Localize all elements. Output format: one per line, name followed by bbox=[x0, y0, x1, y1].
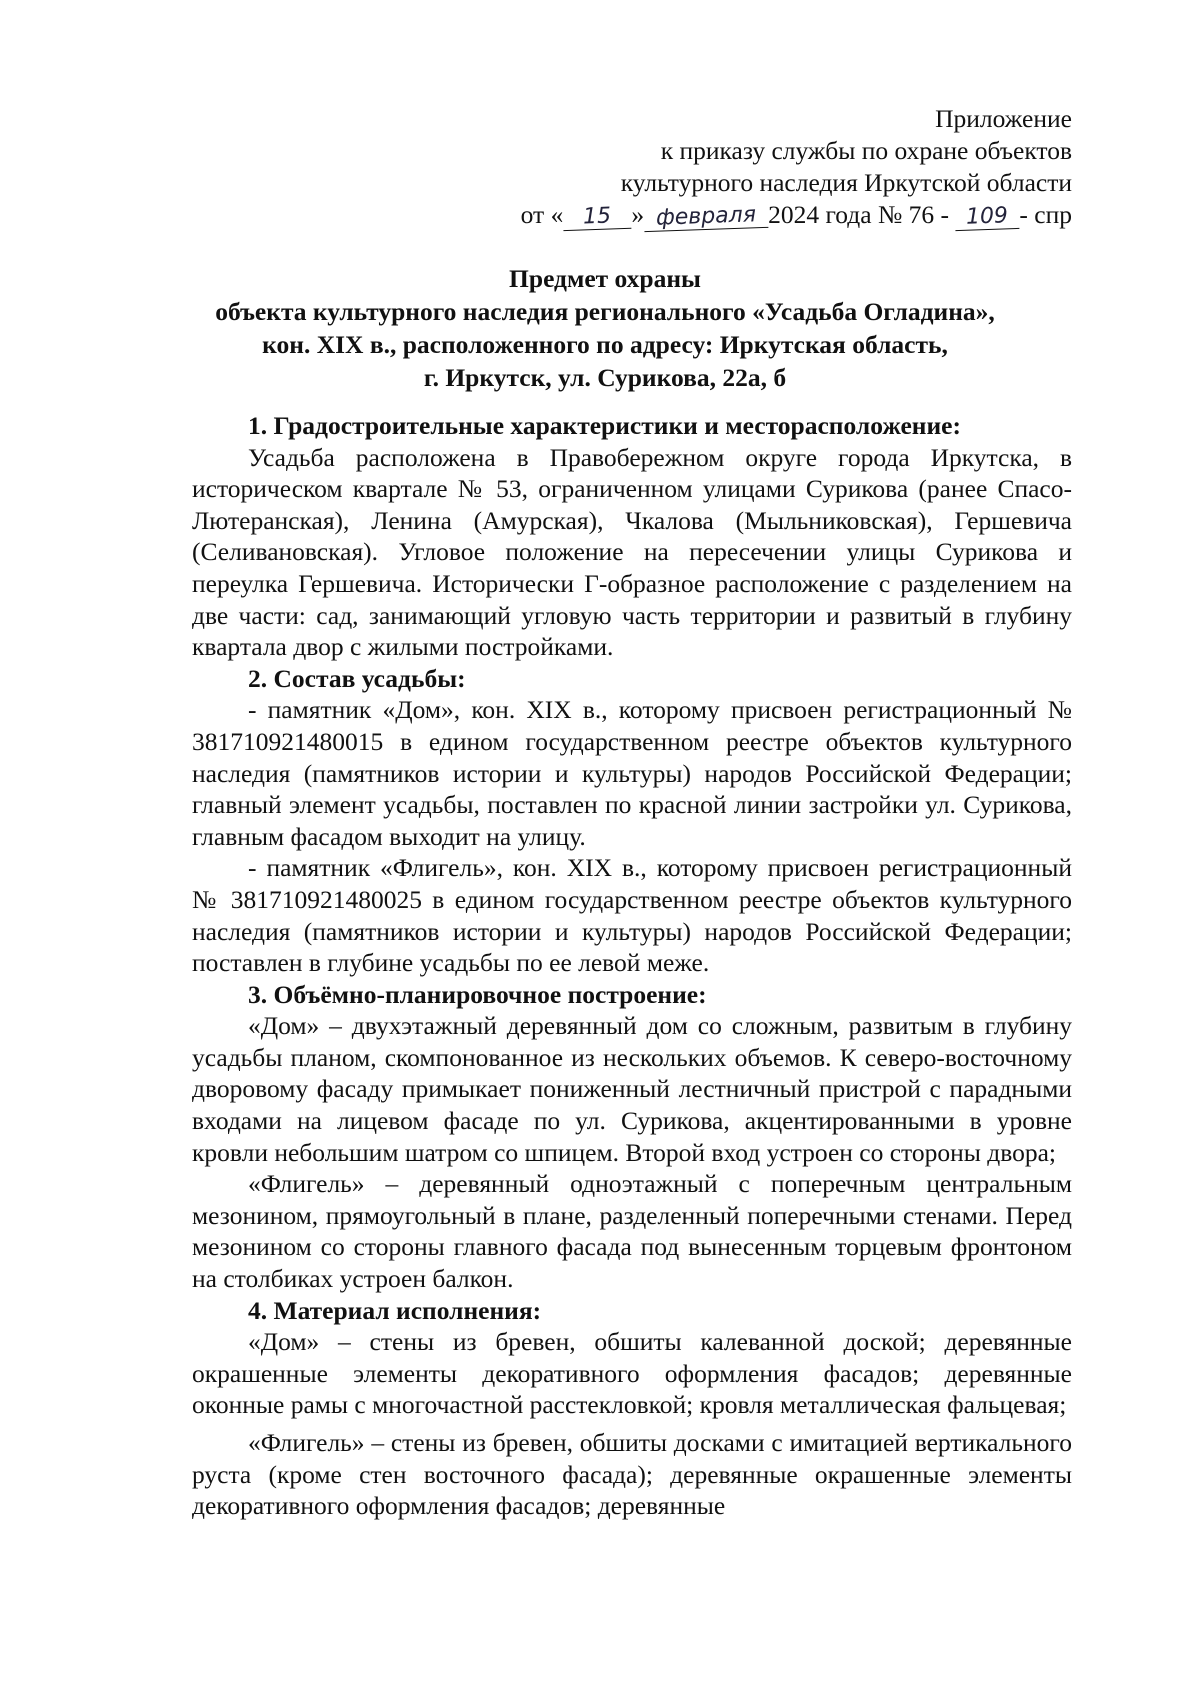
title-line-3: кон. XIX в., расположенного по адресу: Иркутская область, bbox=[262, 330, 948, 359]
number-suffix: - спр bbox=[1019, 200, 1072, 229]
header-line-1: Приложение bbox=[935, 104, 1072, 133]
handwritten-number: 109 bbox=[955, 204, 1020, 231]
date-mid: » bbox=[631, 200, 645, 229]
date-suffix: 2024 года № 76 - bbox=[768, 200, 950, 229]
section-3-fligel: «Флигель» – деревянный одноэтажный с поперечным центральным мезонином, прямоугольный в плане, разделенный поперечными стенами. Перед мезонином со стороны главного фасада под вынесенным торцевым фронтоном на столбиках устроен балкон. bbox=[192, 1169, 1072, 1294]
section-3-heading: 3. Объёмно-планировочное построение: bbox=[248, 979, 707, 1009]
header-line-3: культурного наследия Иркутской области bbox=[620, 168, 1072, 197]
section-1-text: Усадьба расположена в Правобережном округе города Иркутска, в историческом квартале № 53, ограниченном улицами Сурикова (ранее Спасо-Лютеранская), Ленина (Амурская), Чкалова (Мыльниковская), Гершевича (Селивановская). Угловое положение на пересечении улицы Сурикова и переулка Гершевича. Исторически Г-образное расположение с разделением на две части: сад, занимающий угловую часть территории и развитый в глубину квартала двор с жилыми постройками. bbox=[192, 442, 1072, 662]
appendix-header bbox=[521, 103, 1072, 231]
section-2-item-fligel: - памятник «Флигель», кон. XIX в., которому присвоен регистрационный № 381710921480025 в едином государственном реестре объектов культурного наследия (памятников истории и культуры) народов Российской Федерации; поставлен в глубине усадьбы по ее левой меже. bbox=[192, 853, 1072, 978]
section-4-fligel: «Флигель» – стены из бревен, обшиты досками с имитацией вертикального руста (кроме стен восточного фасада); деревянные окрашенные элементы декоративного оформления фасадов; деревянные bbox=[192, 1428, 1072, 1521]
section-2-item-dom: - памятник «Дом», кон. XIX в., которому присвоен регистрационный № 381710921480015 в едином государственном реестре объектов культурного наследия (памятников истории и культуры) народов Российской Федерации; главный элемент усадьбы, поставлен по красной линии застройки ул. Сурикова, главным фасадом выходит на улицу. bbox=[192, 695, 1072, 851]
handwritten-month: февраля bbox=[644, 203, 769, 232]
header-date-line bbox=[521, 199, 1072, 231]
title-line-1: Предмет охраны bbox=[509, 264, 701, 293]
section-1-heading: 1. Градостроительные характеристики и месторасположение: bbox=[248, 411, 961, 440]
document-title bbox=[190, 262, 1020, 394]
section-4-dom: «Дом» – стены из бревен, обшиты калеванной доской; деревянные окрашенные элементы декоративного оформления фасадов; деревянные оконные рамы с многочастной расстекловкой; кровля металлическая фальцевая; bbox=[192, 1327, 1072, 1420]
section-4-heading: 4. Материал исполнения: bbox=[248, 1295, 542, 1325]
header-line-2: к приказу службы по охране объектов bbox=[660, 136, 1072, 165]
title-line-4: г. Иркутск, ул. Сурикова, 22а, б bbox=[423, 363, 787, 392]
document-body bbox=[192, 410, 1072, 1522]
section-3-dom: «Дом» – двухэтажный деревянный дом со сложным, развитым в глубину усадьбы планом, скомпонованное из нескольких объемов. К северо-восточному дворовому фасаду примыкает пониженный лестничный пристрой с парадными входами на лицевом фасаде по ул. Сурикова, акцентированными в уровне кровли небольшим шатром со шпицем. Второй вход устроен со стороны двора; bbox=[192, 1011, 1072, 1167]
title-line-2: объекта культурного наследия регионального «Усадьба Огладина», bbox=[215, 297, 995, 326]
date-prefix: от « bbox=[520, 200, 564, 229]
section-2-heading: 2. Состав усадьбы: bbox=[248, 663, 466, 693]
handwritten-day: 15 bbox=[563, 204, 632, 231]
